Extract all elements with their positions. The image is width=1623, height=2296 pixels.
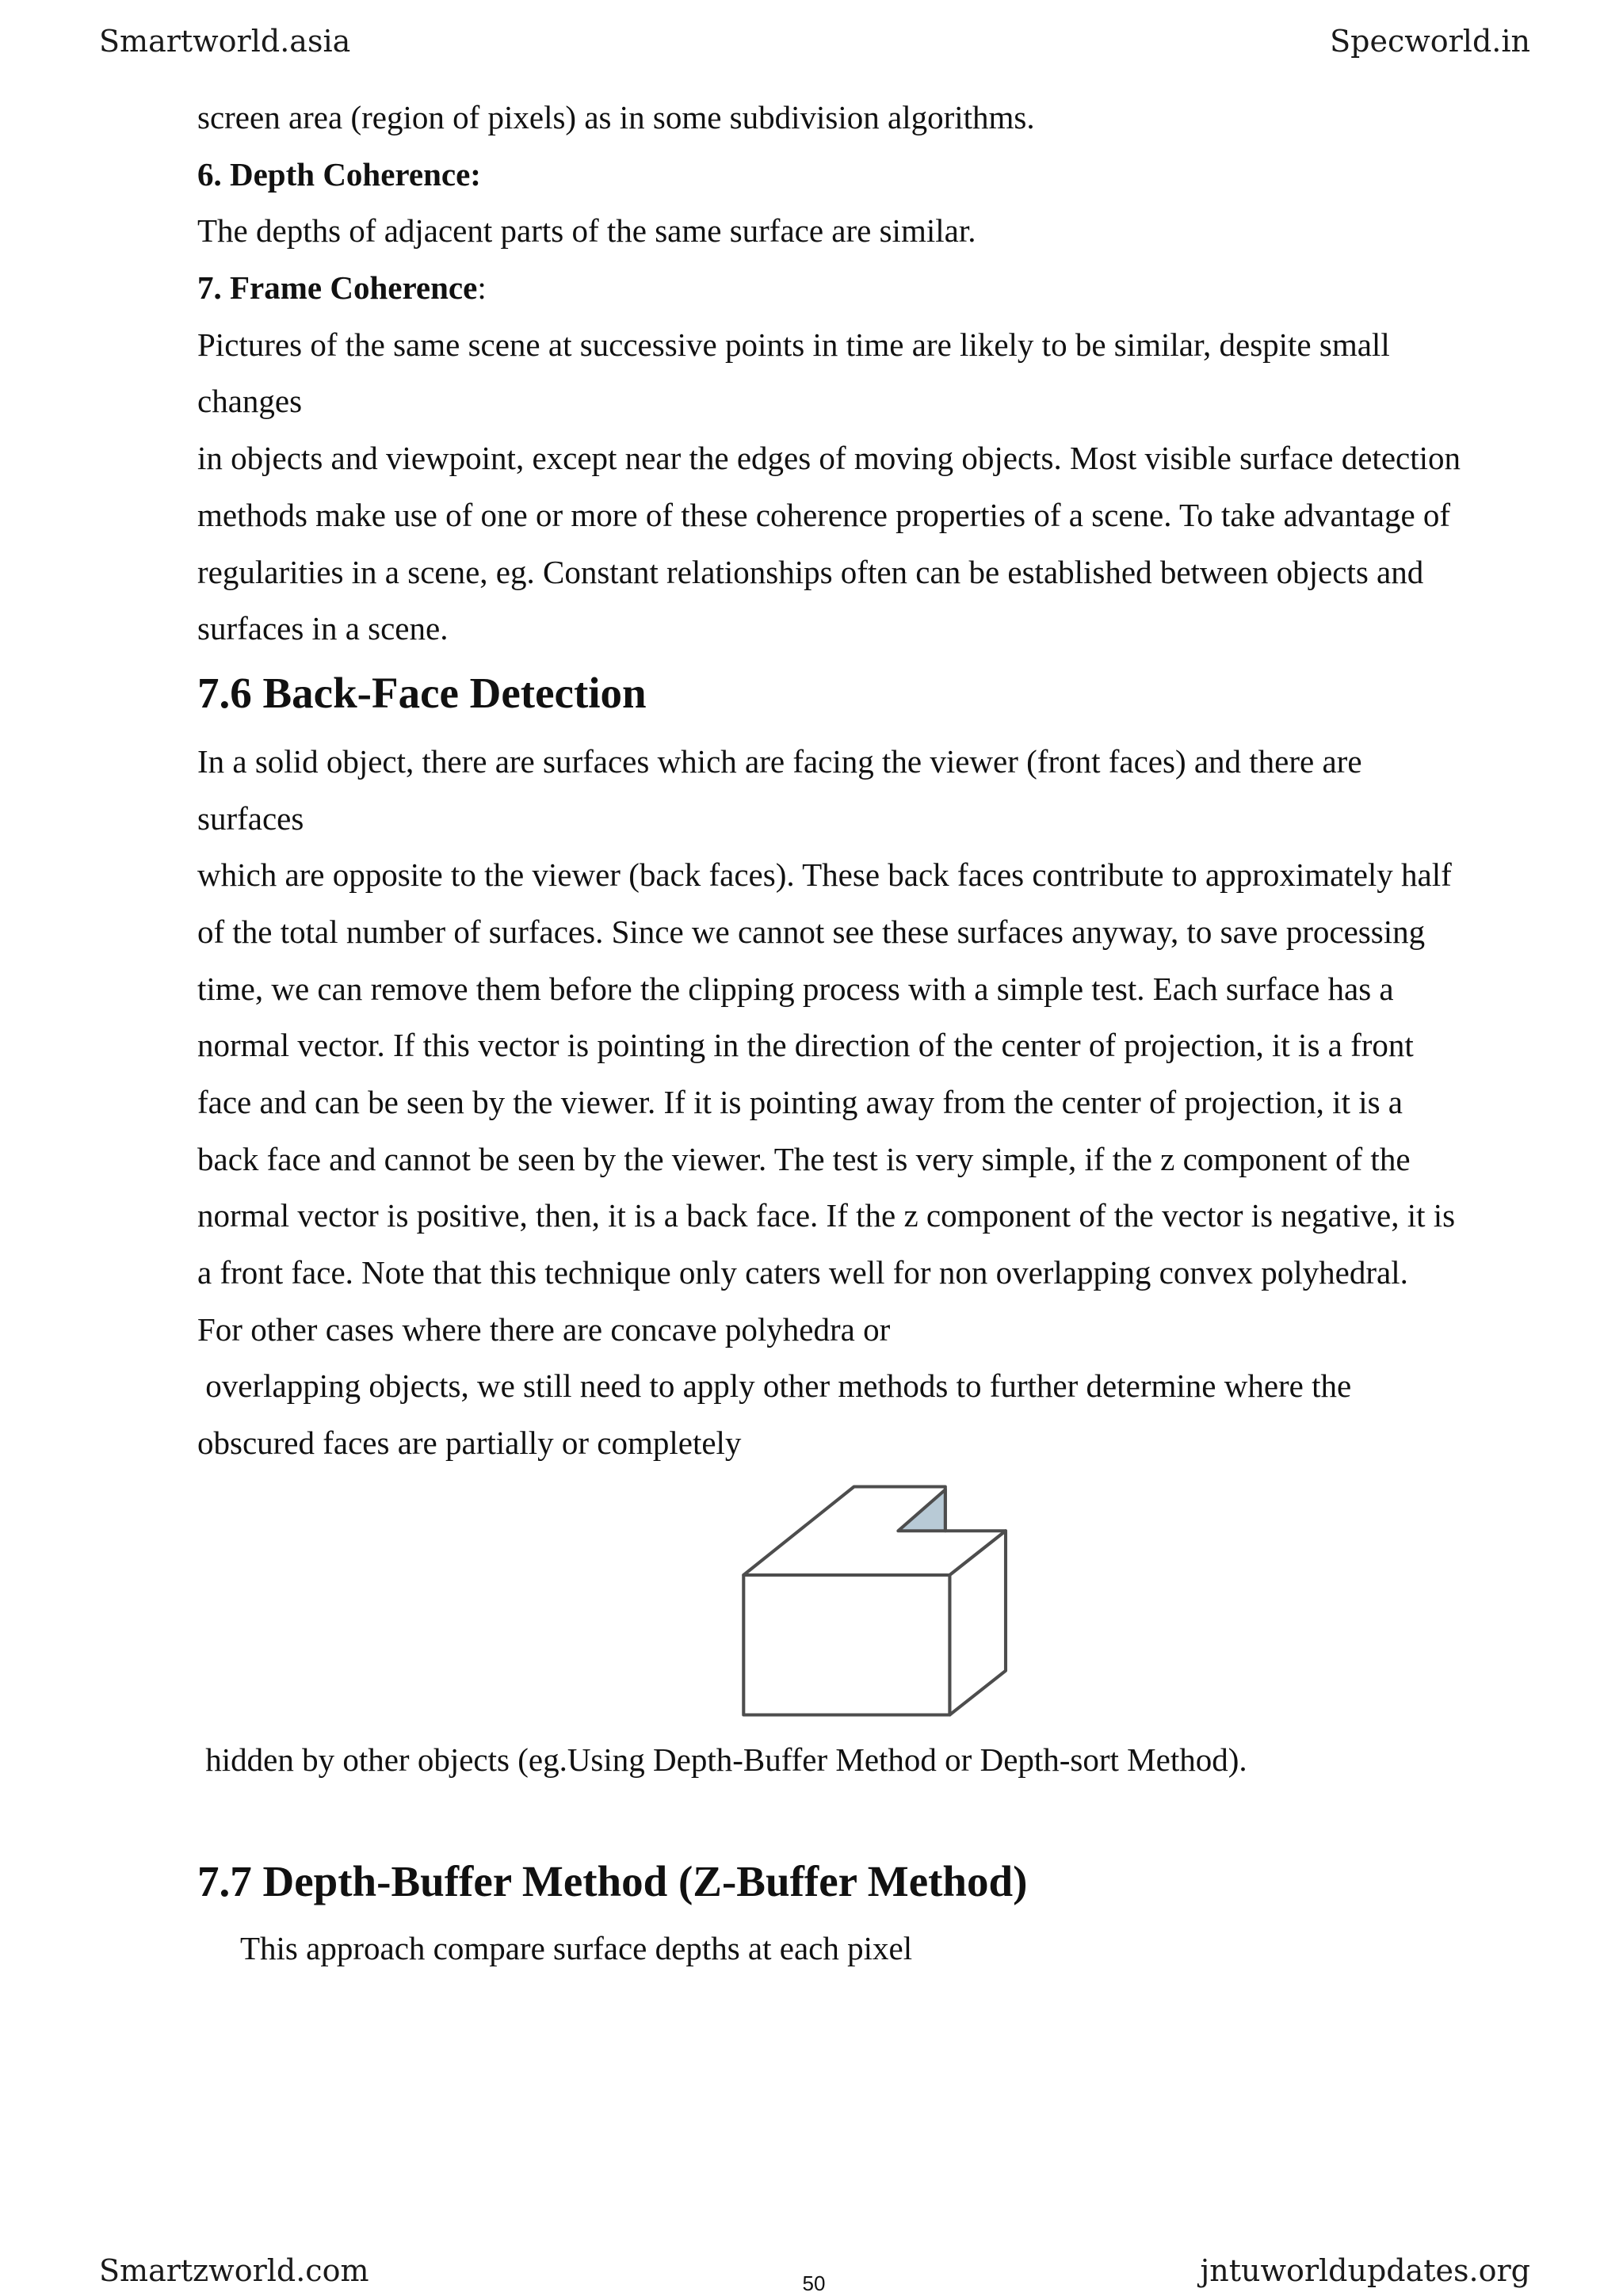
frame-coherence-title-suffix: : <box>477 269 487 307</box>
back-face-paragraph-line: of the total number of surfaces. Since we cannot see these surfaces anyway, to save processing <box>197 913 1426 950</box>
back-face-paragraph-line: which are opposite to the viewer (back faces). These back faces contribute to approximately half <box>197 856 1452 894</box>
frame-coherence-line: surfaces in a scene. <box>197 610 449 647</box>
frame-coherence-line: methods make use of one or more of these coherence properties of a scene. To take advantage of <box>197 496 1451 533</box>
back-face-figure <box>736 1479 1016 1722</box>
page-number: 50 <box>802 2271 826 2295</box>
section-heading-back-face-detection: 7.6 Back-Face Detection <box>197 668 647 717</box>
frame-coherence-line: regularities in a scene, eg. Constant relationships often can be established between objects and <box>197 553 1424 590</box>
back-face-paragraph-line: obscured faces are partially or completely <box>197 1425 742 1462</box>
intro-line: screen area (region of pixels) as in some subdivision algorithms. <box>197 99 1035 135</box>
depth-coherence-text: The depths of adjacent parts of the same surface are similar. <box>197 212 976 250</box>
page-content <box>197 90 1592 1977</box>
back-face-paragraph-line: normal vector. If this vector is pointing in the direction of the center of projection, it is a front <box>197 1027 1414 1064</box>
back-face-paragraph-line: surfaces <box>197 799 304 837</box>
front-face <box>743 1575 949 1715</box>
back-face-paragraph-line: a front face. Note that this technique only caters well for non overlapping convex polyhedral. <box>197 1254 1408 1291</box>
box-outline <box>743 1486 1006 1714</box>
back-face-paragraph-line: In a solid object, there are surfaces which are facing the viewer (front faces) and there are <box>197 742 1362 780</box>
back-face-paragraph-continuation: hidden by other objects (eg.Using Depth-Buffer Method or Depth-sort Method). <box>197 1741 1247 1778</box>
notched-box-illustration <box>736 1479 1016 1722</box>
footer-site-left: Smartzworld.com <box>99 2253 369 2288</box>
frame-coherence-line: changes <box>197 383 303 420</box>
back-face-paragraph-line: back face and cannot be seen by the viewer. The test is very simple, if the z component of the <box>197 1140 1411 1177</box>
header-site-right: Specworld.in <box>1330 24 1530 59</box>
header-site-left: Smartworld.asia <box>99 24 351 59</box>
frame-coherence-line: in objects and viewpoint, except near the edges of moving objects. Most visible surface detection <box>197 440 1461 477</box>
section-heading-depth-buffer-method: 7.7 Depth-Buffer Method (Z-Buffer Method) <box>197 1856 1028 1905</box>
frame-coherence-title-line <box>197 260 1592 317</box>
frame-coherence-line: Pictures of the same scene at successive points in time are likely to be similar, despite small <box>197 326 1390 363</box>
back-face-paragraph-line: face and can be seen by the viewer. If it is pointing away from the center of projection, it is a <box>197 1084 1403 1120</box>
back-face-paragraph-line: For other cases where there are concave polyhedra or <box>197 1310 891 1348</box>
frame-coherence-title: 7. Frame Coherence <box>197 269 478 307</box>
footer-site-right: jntuworldupdates.org <box>1200 2253 1530 2288</box>
back-face-paragraph-line: time, we can remove them before the clipping process with a simple test. Each surface has a <box>197 970 1394 1007</box>
depth-buffer-paragraph-line: This approach compare surface depths at each pixel <box>240 1929 913 1966</box>
back-face-paragraph-line: normal vector is positive, then, it is a back face. If the z component of the vector is negative, it is <box>197 1197 1456 1234</box>
back-face-paragraph-line: overlapping objects, we still need to apply other methods to further determine where the <box>197 1367 1352 1405</box>
depth-coherence-title: 6. Depth Coherence: <box>197 155 481 193</box>
